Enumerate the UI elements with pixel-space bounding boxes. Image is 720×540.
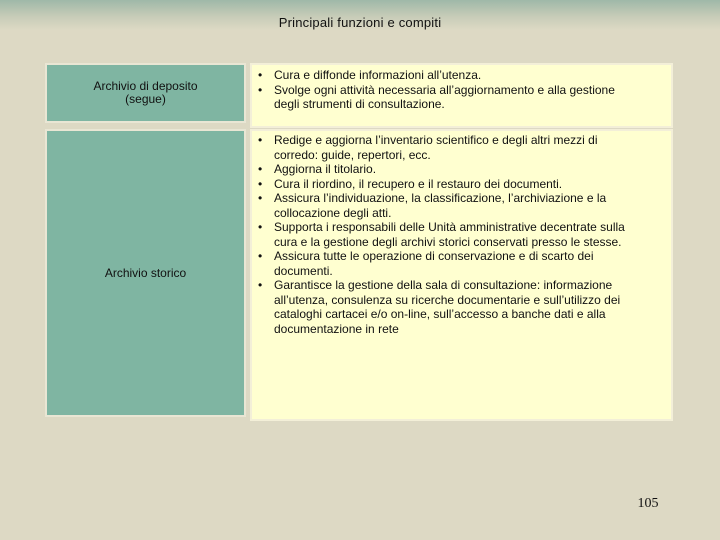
bullet-icon: • — [258, 162, 263, 176]
row-label-archivio-storico — [45, 129, 246, 417]
task-line: Cura il riordino, il recupero e il restauro dei documenti. — [274, 176, 563, 191]
task-line: Garantisce la gestione della sala di consultazione: informazione — [274, 278, 613, 292]
task-item — [250, 162, 673, 177]
task-line: degli strumenti di consultazione. — [274, 97, 445, 111]
task-line: documenti. — [274, 263, 333, 278]
bullet-icon: • — [258, 133, 263, 147]
task-line: Supporta i responsabili delle Unità amministrative decentrate sulla — [274, 220, 625, 234]
task-line: corredo: guide, repertori, ecc. — [274, 147, 431, 162]
task-item — [250, 249, 673, 278]
page-number: 105 — [637, 496, 659, 511]
bullet-icon: • — [258, 278, 263, 292]
task-item — [250, 83, 673, 112]
task-line: all’utenza, consulenza su ricerche documentarie e sull’utilizzo dei — [274, 292, 621, 307]
functions-table — [45, 63, 673, 417]
row-label-line: (segue) — [125, 92, 166, 106]
task-line: Redige e aggiorna l’inventario scientifico e degli altri mezzi di — [274, 133, 598, 147]
row-label-archivio-deposito — [45, 63, 246, 123]
task-item — [250, 220, 673, 249]
task-line: cura e la gestione degli archivi storici conservati presso le stesse. — [274, 234, 622, 249]
row-tasks-archivio-deposito — [250, 63, 673, 128]
bullet-icon: • — [258, 220, 263, 234]
bullet-icon: • — [258, 68, 263, 82]
row-label-line: Archivio di deposito — [93, 79, 198, 93]
task-line: Aggiorna il titolario. — [274, 162, 377, 176]
task-item — [250, 177, 673, 192]
task-item — [250, 278, 673, 336]
bullet-icon: • — [258, 82, 263, 97]
task-line: Assicura tutte le operazione di conservazione e di scarto dei — [274, 249, 594, 263]
task-line: Assicura l’individuazione, la classificazione, l’archiviazione e la — [274, 191, 607, 205]
bullet-icon: • — [258, 191, 263, 205]
task-item — [250, 191, 673, 220]
row-tasks-archivio-storico — [250, 129, 673, 421]
task-item — [250, 68, 673, 83]
task-line: documentazione in rete — [274, 321, 399, 336]
task-list — [250, 133, 673, 336]
task-line: Svolge ogni attività necessaria all’aggiornamento e alla gestione — [274, 82, 615, 97]
task-line: collocazione degli atti. — [274, 205, 392, 220]
task-item — [250, 133, 673, 162]
bullet-icon: • — [258, 249, 263, 263]
task-line: cataloghi cartacei e/o on-line, sull’accesso a banche dati e alla — [274, 307, 606, 321]
task-line: Cura e diffonde informazioni all’utenza. — [274, 68, 482, 82]
bullet-icon: • — [258, 176, 263, 191]
slide-title: Principali funzioni e compiti — [278, 15, 442, 30]
task-list — [250, 68, 673, 112]
row-label-line: Archivio storico — [104, 265, 187, 280]
